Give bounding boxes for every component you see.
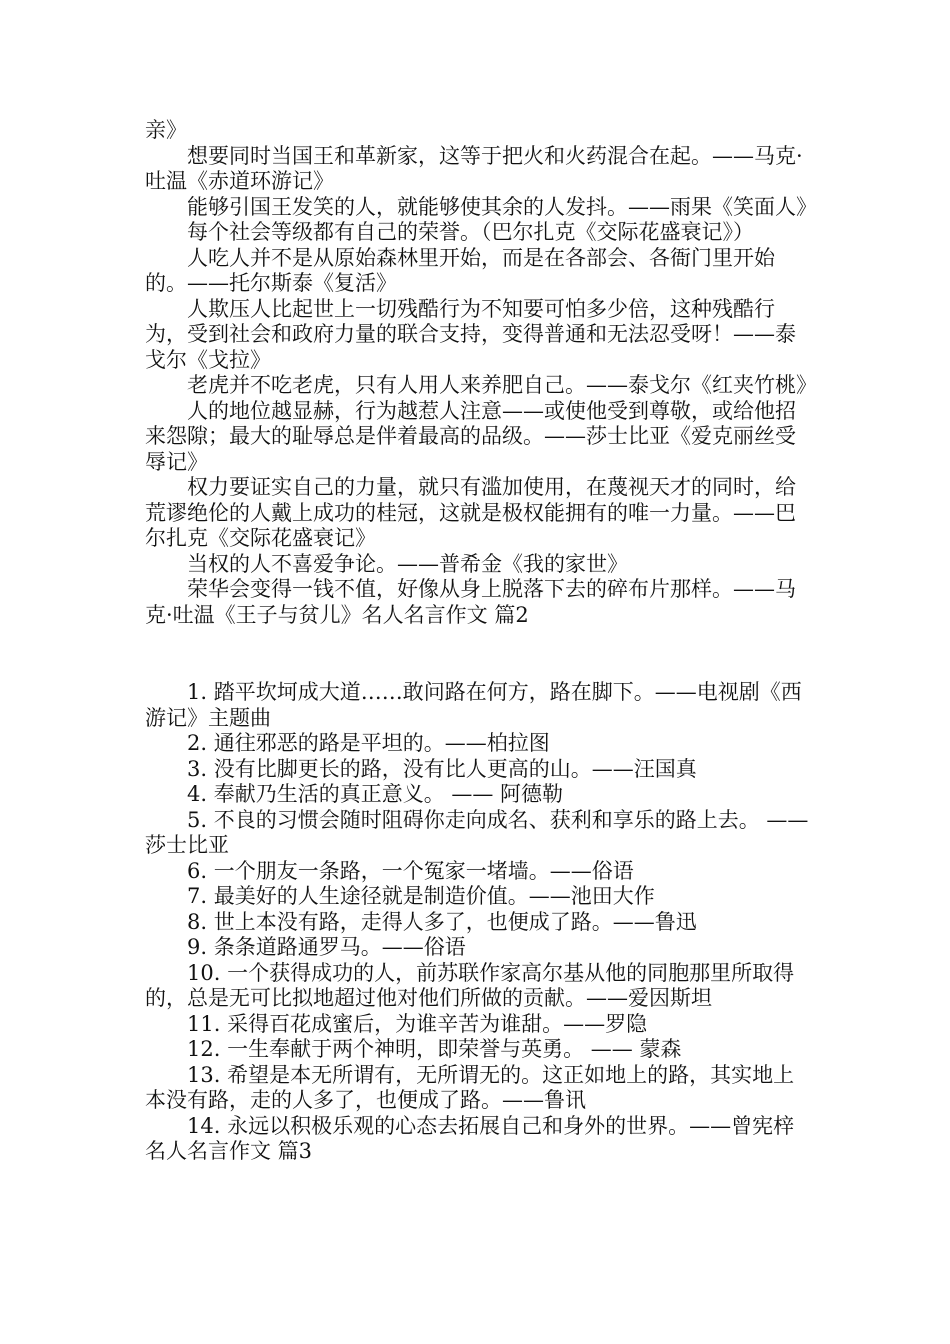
- paragraph: 荣华会变得一钱不值，好像从身上脱落下去的碎布片那样。——马克·吐温《王子与贫儿》名人名言作文 篇2: [145, 577, 796, 627]
- list-item: 13. 希望是本无所谓有，无所谓无的。这正如地上的路，其实地上本没有路，走的人多了，也便成了路。——鲁讯: [145, 1062, 795, 1112]
- list-item: 10. 一个获得成功的人，前苏联作家高尔基从他的同胞那里所取得的，总是无可比拟地超过他对他们所做的贡献。——爱因斯坦: [145, 960, 795, 1010]
- paragraph: 亲》: [145, 118, 187, 142]
- list-item: 8. 世上本没有路，走得人多了，也便成了路。——鲁迅: [187, 909, 697, 934]
- list-item: 6. 一个朋友一条路，一个冤家一堵墙。——俗语: [187, 858, 634, 883]
- list-item: 11. 采得百花成蜜后，为谁辛苦为谁甜。——罗隐: [187, 1011, 648, 1036]
- list-item: 4. 奉献乃生活的真正意义。 —— 阿德勒: [187, 782, 564, 806]
- paragraph: 人欺压人比起世上一切残酷行为不知要可怕多少倍，这种残酷行为，受到社会和政府力量的联合支持，变得普通和无法忍受呀！——泰戈尔《戈拉》: [145, 296, 796, 372]
- list-item: 3. 没有比脚更长的路，没有比人更高的山。——汪国真: [187, 756, 697, 781]
- list-item: 7. 最美好的人生途径就是制造价值。——池田大作: [187, 884, 655, 908]
- document-body: [145, 118, 817, 1165]
- paragraph: 人吃人并不是从原始森林里开始，而是在各部会、各衙门里开始的。——托尔斯泰《复活》: [145, 245, 775, 295]
- list-item: 14. 永远以积极乐观的心态去拓展自己和身外的世界。——曾宪梓名人名言作文 篇3: [145, 1113, 795, 1163]
- paragraph: 老虎并不吃老虎，只有人用人来养肥自己。——泰戈尔《红夹竹桃》: [187, 373, 817, 397]
- paragraph: 人的地位越显赫，行为越惹人注意——或使他受到尊敬，或给他招来怨隙；最大的耻辱总是伴着最高的品级。——莎士比亚《爱克丽丝受辱记》: [145, 398, 796, 474]
- paragraph: 权力要证实自己的力量，就只有滥加使用，在蔑视天才的同时，给荒谬绝伦的人戴上成功的桂冠，这就是极权能拥有的唯一力量。——巴尔扎克《交际花盛衰记》: [145, 475, 796, 550]
- list-item: 5. 不良的习惯会随时阻碍你走向成名、获利和享乐的路上去。 —— 莎士比亚: [145, 807, 809, 857]
- paragraph: 当权的人不喜爱争论。——普希金《我的家世》: [187, 551, 628, 576]
- list-item: 2. 通往邪恶的路是平坦的。——柏拉图: [187, 731, 550, 755]
- paragraph: 能够引国王发笑的人，就能够使其余的人发抖。——雨果《笑面人》: [187, 194, 817, 219]
- paragraph: 每个社会等级都有自己的荣誉。（巴尔扎克《交际花盛衰记》）: [187, 220, 754, 244]
- paragraph: 想要同时当国王和革新家，这等于把火和火药混合在起。——马克·吐温《赤道环游记》: [145, 143, 803, 193]
- list-item: 12. 一生奉献于两个神明，即荣誉与英勇。 —— 蒙森: [187, 1037, 682, 1061]
- list-item: 1. 踏平坎坷成大道……敢问路在何方，路在脚下。——电视剧《西游记》主题曲: [145, 680, 802, 730]
- list-item: 9. 条条道路通罗马。——俗语: [187, 935, 466, 959]
- section-gap: [145, 628, 810, 680]
